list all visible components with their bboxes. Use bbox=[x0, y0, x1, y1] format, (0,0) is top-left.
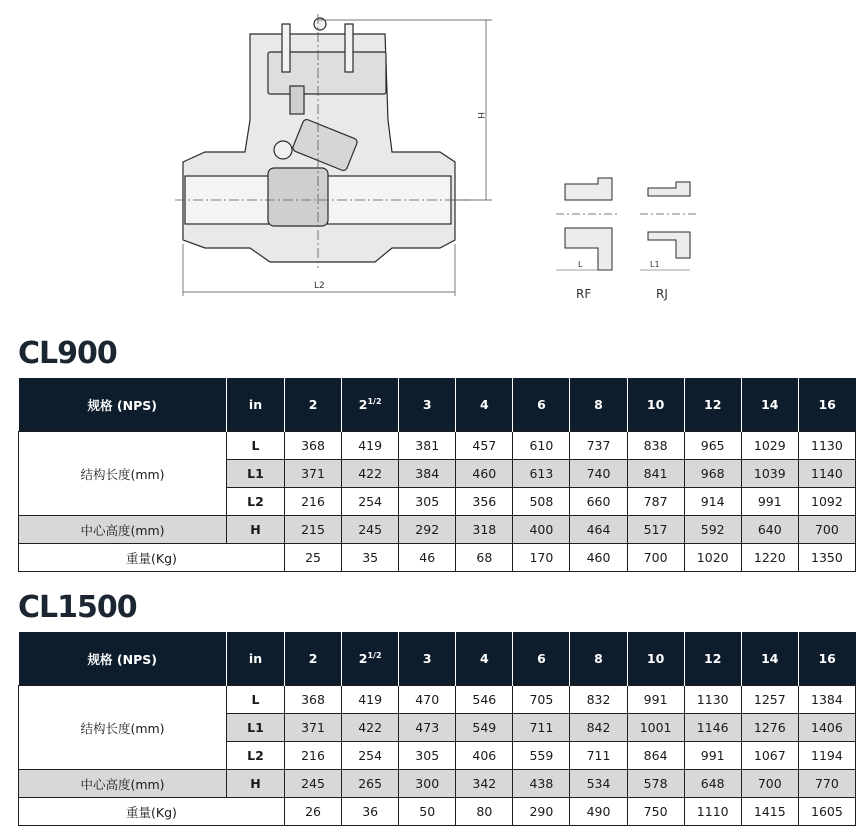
table-cell: 832 bbox=[570, 686, 627, 714]
table-cell: 305 bbox=[399, 488, 456, 516]
size-header: 16 bbox=[798, 378, 855, 432]
table-cell: 1605 bbox=[798, 798, 855, 826]
table-cell: 50 bbox=[399, 798, 456, 826]
table-cell: 842 bbox=[570, 714, 627, 742]
table-cell: 517 bbox=[627, 516, 684, 544]
table-cell: 490 bbox=[570, 798, 627, 826]
unit-header: in bbox=[227, 378, 285, 432]
table-cell: 406 bbox=[456, 742, 513, 770]
table-cell: 610 bbox=[513, 432, 570, 460]
table-cell: 1020 bbox=[684, 544, 741, 572]
table-cell: 254 bbox=[342, 488, 399, 516]
size-header: 3 bbox=[399, 632, 456, 686]
table-cell: 1406 bbox=[798, 714, 855, 742]
height-label: 中心高度(mm) bbox=[19, 516, 227, 544]
header-row bbox=[19, 378, 856, 432]
table-cell: 559 bbox=[513, 742, 570, 770]
table-cell: 838 bbox=[627, 432, 684, 460]
table-cell: 711 bbox=[513, 714, 570, 742]
table-cell: 737 bbox=[570, 432, 627, 460]
weight-label: 重量(Kg) bbox=[19, 544, 285, 572]
valve-disc bbox=[268, 168, 328, 226]
table-cell: 460 bbox=[456, 460, 513, 488]
dim-h-label: H bbox=[475, 112, 485, 119]
table-cell: 864 bbox=[627, 742, 684, 770]
table-cell: 508 bbox=[513, 488, 570, 516]
row-symbol: L1 bbox=[227, 460, 285, 488]
table-cell: 914 bbox=[684, 488, 741, 516]
table-cell: 245 bbox=[342, 516, 399, 544]
table-row bbox=[19, 516, 856, 544]
table-cell: 419 bbox=[342, 686, 399, 714]
valve-drawing bbox=[0, 0, 868, 330]
size-header: 10 bbox=[627, 378, 684, 432]
table-cell: 368 bbox=[285, 686, 342, 714]
table-cell: 750 bbox=[627, 798, 684, 826]
size-header: 14 bbox=[741, 632, 798, 686]
table-cell: 705 bbox=[513, 686, 570, 714]
table-cell: 613 bbox=[513, 460, 570, 488]
table-cell: 700 bbox=[741, 770, 798, 798]
header-row bbox=[19, 632, 856, 686]
table-cell: 770 bbox=[798, 770, 855, 798]
size-header: 10 bbox=[627, 632, 684, 686]
size-header: 2 bbox=[285, 378, 342, 432]
table-cell: 578 bbox=[627, 770, 684, 798]
table-cell: 215 bbox=[285, 516, 342, 544]
table-cell: 80 bbox=[456, 798, 513, 826]
table-cell: 25 bbox=[285, 544, 342, 572]
table-row bbox=[19, 544, 856, 572]
weight-label: 重量(Kg) bbox=[19, 798, 285, 826]
table-cell: 1130 bbox=[684, 686, 741, 714]
table-cell: 660 bbox=[570, 488, 627, 516]
table-cell: 1029 bbox=[741, 432, 798, 460]
spec-header: 规格 (NPS) bbox=[19, 632, 227, 686]
row-symbol: H bbox=[227, 516, 285, 544]
table-cell: 549 bbox=[456, 714, 513, 742]
size-header: $2^{1/2}$ bbox=[342, 378, 399, 432]
table-cell: 438 bbox=[513, 770, 570, 798]
table-cell: 1140 bbox=[798, 460, 855, 488]
size-header: 14 bbox=[741, 378, 798, 432]
spec-header: 规格 (NPS) bbox=[19, 378, 227, 432]
size-header: 6 bbox=[513, 378, 570, 432]
height-label: 中心高度(mm) bbox=[19, 770, 227, 798]
table-cell: 305 bbox=[399, 742, 456, 770]
table-cell: 991 bbox=[627, 686, 684, 714]
table-cell: 1092 bbox=[798, 488, 855, 516]
table-cell: 1146 bbox=[684, 714, 741, 742]
row-symbol: L2 bbox=[227, 488, 285, 516]
table-row bbox=[19, 798, 856, 826]
table-cell: 290 bbox=[513, 798, 570, 826]
table-cell: 592 bbox=[684, 516, 741, 544]
rf-label: RF bbox=[576, 287, 592, 301]
size-header: 4 bbox=[456, 378, 513, 432]
table-cell: 1001 bbox=[627, 714, 684, 742]
cl1500-title: CL1500 bbox=[18, 590, 137, 625]
table-cell: 546 bbox=[456, 686, 513, 714]
length-label: 结构长度(mm) bbox=[19, 686, 227, 770]
size-header: 4 bbox=[456, 632, 513, 686]
table-cell: 1110 bbox=[684, 798, 741, 826]
table-cell: 740 bbox=[570, 460, 627, 488]
rj-label: RJ bbox=[656, 287, 668, 301]
table-cell: 841 bbox=[627, 460, 684, 488]
table-cell: 381 bbox=[399, 432, 456, 460]
length-label: 结构长度(mm) bbox=[19, 432, 227, 516]
size-header: 2 bbox=[285, 632, 342, 686]
table-cell: 968 bbox=[684, 460, 741, 488]
table-cell: 787 bbox=[627, 488, 684, 516]
table-cell: 368 bbox=[285, 432, 342, 460]
table-cell: 711 bbox=[570, 742, 627, 770]
table-cell: 991 bbox=[741, 488, 798, 516]
table-cell: 1415 bbox=[741, 798, 798, 826]
table-cell: 1276 bbox=[741, 714, 798, 742]
table-cell: 265 bbox=[342, 770, 399, 798]
table-cell: 419 bbox=[342, 432, 399, 460]
table-cell: 216 bbox=[285, 488, 342, 516]
table-cell: 965 bbox=[684, 432, 741, 460]
table-cell: 68 bbox=[456, 544, 513, 572]
bolt-right bbox=[345, 24, 353, 72]
rf-flange-detail bbox=[565, 178, 612, 270]
cl900-title: CL900 bbox=[18, 336, 117, 371]
size-header: 16 bbox=[798, 632, 855, 686]
size-header: 12 bbox=[684, 632, 741, 686]
table-cell: 26 bbox=[285, 798, 342, 826]
table-cell: 46 bbox=[399, 544, 456, 572]
table-cell: 371 bbox=[285, 714, 342, 742]
table-cell: 648 bbox=[684, 770, 741, 798]
table-cell: 700 bbox=[798, 516, 855, 544]
table-cell: 1220 bbox=[741, 544, 798, 572]
rf-dim-label: L bbox=[578, 260, 583, 269]
size-header: 12 bbox=[684, 378, 741, 432]
table-row bbox=[19, 686, 856, 714]
rj-flange-detail bbox=[648, 182, 690, 258]
table-cell: 245 bbox=[285, 770, 342, 798]
table-cell: 318 bbox=[456, 516, 513, 544]
cl1500-table bbox=[18, 632, 856, 826]
cl900-table bbox=[18, 378, 856, 572]
table-cell: 356 bbox=[456, 488, 513, 516]
row-symbol: H bbox=[227, 770, 285, 798]
table-cell: 470 bbox=[399, 686, 456, 714]
table-cell: 1067 bbox=[741, 742, 798, 770]
table-cell: 1384 bbox=[798, 686, 855, 714]
size-header: 8 bbox=[570, 632, 627, 686]
row-symbol: L bbox=[227, 432, 285, 460]
table-cell: 1350 bbox=[798, 544, 855, 572]
size-header: 3 bbox=[399, 378, 456, 432]
table-cell: 473 bbox=[399, 714, 456, 742]
table-cell: 534 bbox=[570, 770, 627, 798]
size-header: $2^{1/2}$ bbox=[342, 632, 399, 686]
table-cell: 384 bbox=[399, 460, 456, 488]
table-cell: 1257 bbox=[741, 686, 798, 714]
dim-l2-label: L2 bbox=[314, 281, 325, 291]
table-cell: 371 bbox=[285, 460, 342, 488]
table-cell: 700 bbox=[627, 544, 684, 572]
table-cell: 292 bbox=[399, 516, 456, 544]
row-symbol: L1 bbox=[227, 714, 285, 742]
row-symbol: L2 bbox=[227, 742, 285, 770]
table-cell: 1039 bbox=[741, 460, 798, 488]
rj-dim-label: L1 bbox=[650, 260, 660, 269]
table-cell: 35 bbox=[342, 544, 399, 572]
table-cell: 300 bbox=[399, 770, 456, 798]
table-cell: 1194 bbox=[798, 742, 855, 770]
table-cell: 991 bbox=[684, 742, 741, 770]
table-cell: 640 bbox=[741, 516, 798, 544]
table-row bbox=[19, 770, 856, 798]
table-row bbox=[19, 432, 856, 460]
table-cell: 1130 bbox=[798, 432, 855, 460]
size-header: 8 bbox=[570, 378, 627, 432]
bolt-left bbox=[282, 24, 290, 72]
table-cell: 422 bbox=[342, 460, 399, 488]
size-header: 6 bbox=[513, 632, 570, 686]
hinge-pin bbox=[274, 141, 292, 159]
table-cell: 342 bbox=[456, 770, 513, 798]
table-cell: 457 bbox=[456, 432, 513, 460]
table-cell: 400 bbox=[513, 516, 570, 544]
table-cell: 254 bbox=[342, 742, 399, 770]
unit-header: in bbox=[227, 632, 285, 686]
table-cell: 460 bbox=[570, 544, 627, 572]
row-symbol: L bbox=[227, 686, 285, 714]
table-cell: 464 bbox=[570, 516, 627, 544]
table-cell: 170 bbox=[513, 544, 570, 572]
table-cell: 216 bbox=[285, 742, 342, 770]
table-cell: 422 bbox=[342, 714, 399, 742]
table-cell: 36 bbox=[342, 798, 399, 826]
